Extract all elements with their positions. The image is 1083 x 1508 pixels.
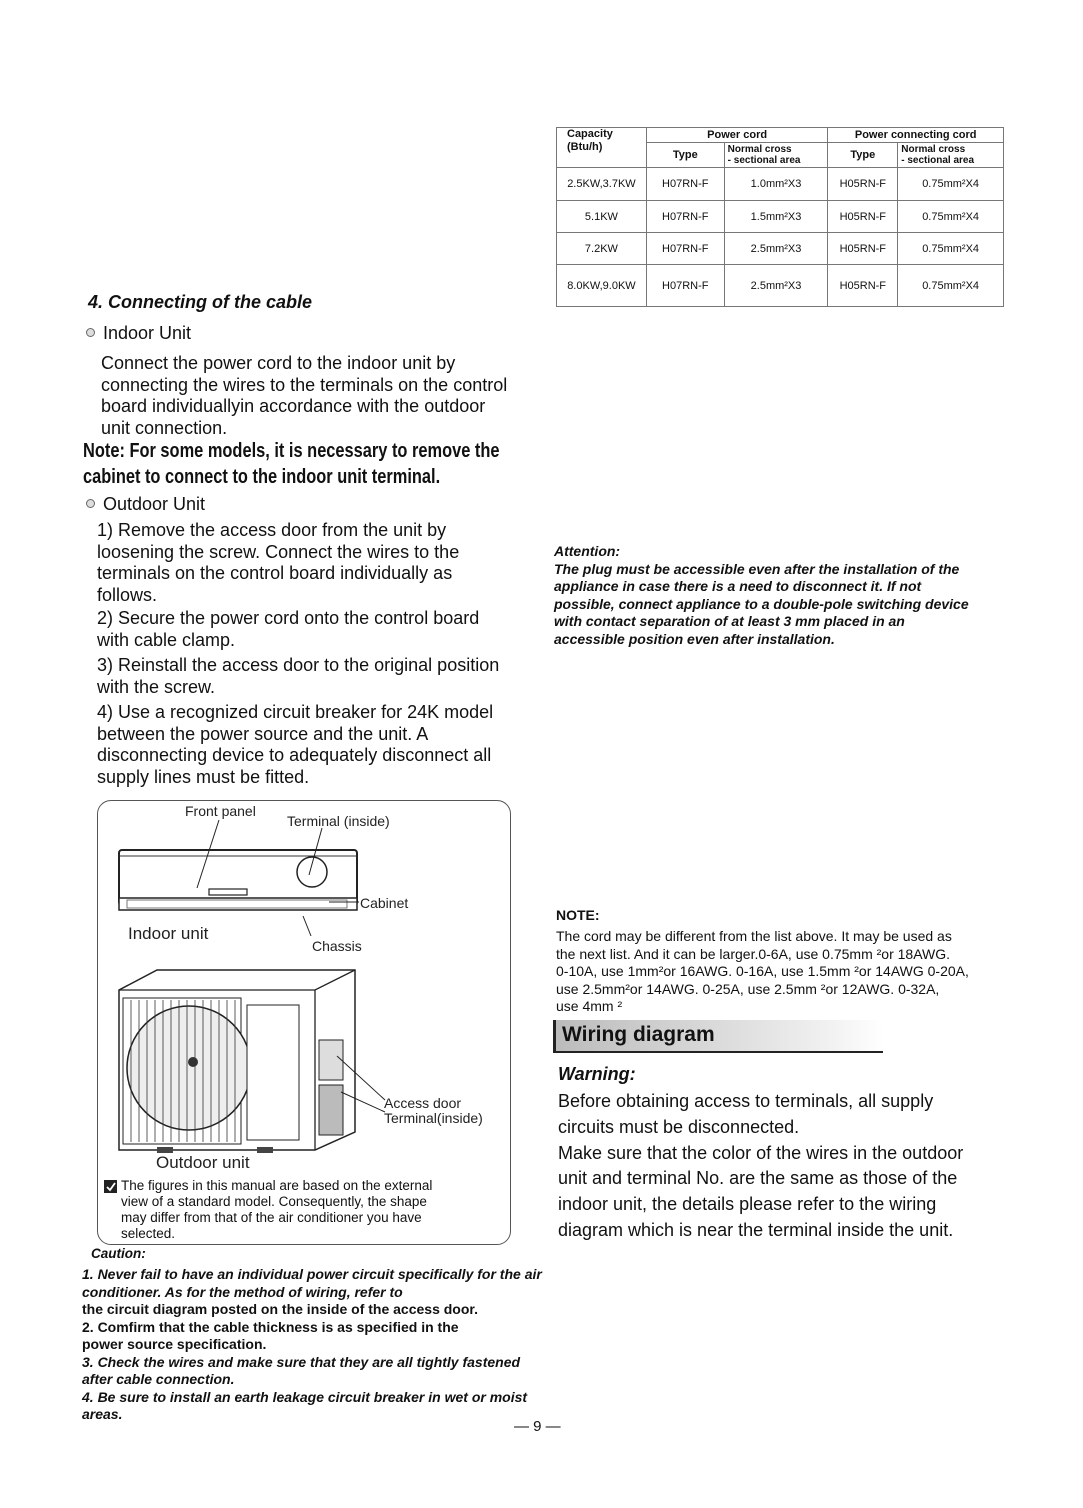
- indoor-note: Note: For some models, it is necessary to remove the cabinet to connect to the indoor unit terminal.: [83, 440, 500, 488]
- outdoor-unit-heading: Outdoor Unit: [86, 494, 205, 515]
- access-door-label: Access door: [384, 1095, 462, 1111]
- step-1: 1) Remove the access door from the unit by loosening the screw. Connect the wires to the terminals on the control board individually as follows.: [97, 520, 460, 605]
- caution-heading: Caution:: [91, 1246, 146, 1261]
- table-row: 5.1KW H07RN-F 1.5mm²X3 H05RN-F 0.75mm²X4: [557, 201, 1004, 233]
- attention-heading: Attention:: [554, 543, 621, 559]
- cable-spec-table: [556, 127, 1004, 307]
- attention-block: Attention: The plug must be accessible even after the installation of the appliance in case there is a need to disconnect it. If not possible, connect appliance to a double-pole switching device with contact separation of at least 3 mm placed in an accessible position even after installation.: [554, 543, 1024, 648]
- banner-underline: [553, 1051, 883, 1053]
- type-header: Type: [646, 143, 724, 168]
- page-number: — 9 —: [514, 1418, 561, 1435]
- table-row: 8.0KW,9.0KW H07RN-F 2.5mm²X3 H05RN-F 0.75mm²X4: [557, 265, 1004, 307]
- table-row: 2.5KW,3.7KW H07RN-F 1.0mm²X3 H05RN-F 0.75mm²X4: [557, 168, 1004, 201]
- step-2: 2) Secure the power cord onto the control board with cable clamp.: [97, 608, 480, 650]
- warning-heading: Warning:: [558, 1064, 636, 1084]
- cabinet-label: Cabinet: [360, 895, 409, 911]
- terminal-inside-label: Terminal (inside): [287, 813, 390, 829]
- outdoor-unit-label: Outdoor unit: [156, 1153, 250, 1172]
- figure-note: The figures in this manual are based on the external view of a standard model. Consequently, the shape may differ from that of the air conditioner you have selected.: [121, 1178, 433, 1241]
- terminal-inside-outdoor-label: Terminal(inside): [384, 1110, 483, 1126]
- power-connecting-cord-header: Power connecting cord: [828, 128, 1004, 143]
- bullet-icon: [86, 499, 95, 508]
- bullet-icon: [86, 328, 95, 337]
- indoor-unit-heading: Indoor Unit: [86, 323, 191, 344]
- note-body: The cord may be different from the list above. It may be used as the next list. And it can be larger.0-6A, use 0.75mm ²or 18AWG. 0-10A, use 1mm²or 16AWG. 0-16A, use 1.5mm ²or 14AWG 0-20A, use 2.5mm²or 14AWG. 0-25A, use 2.5mm ²or 12AWG. 0-32A, use 4mm ²: [556, 928, 969, 1014]
- step-4: 4) Use a recognized circuit breaker for 24K model between the power source and the unit. A disconnecting device to adequately disconnect all supply lines must be fitted.: [97, 702, 494, 787]
- banner-accent-bar: [553, 1020, 556, 1052]
- power-cord-header: Power cord: [646, 128, 828, 143]
- chassis-label: Chassis: [312, 938, 362, 954]
- warning-body: Before obtaining access to terminals, all supply circuits must be disconnected. Make sure that the color of the wires in the outdoor unit and terminal No. are the same as those of the indoor unit, the details please refer to the wiring diagram which is near the terminal inside the unit.: [558, 1091, 964, 1240]
- type-header: Type: [828, 143, 898, 168]
- section-title: 4. Connecting of the cable: [88, 292, 313, 312]
- table-row: 7.2KW H07RN-F 2.5mm²X3 H05RN-F 0.75mm²X4: [557, 233, 1004, 265]
- indoor-unit-drawing: [119, 850, 357, 910]
- step-3: 3) Reinstall the access door to the original position with the screw.: [97, 655, 500, 697]
- indoor-unit-text: Connect the power cord to the indoor unit by connecting the wires to the terminals on the control board individuallyin accordance with the outdoor unit connection.: [101, 353, 508, 438]
- caution-list: 1. Never fail to have an individual power circuit specifically for the air conditioner. As for the method of wiring, refer to the circuit diagram posted on the inside of the access door. 2. Comfirm that the cable thickness is as specified in the power source specification. 3. Check the wires and make sure that they are all tightly fastened after cable connection. 4. Be sure to install an earth leakage circuit breaker in wet or moist areas.: [82, 1266, 542, 1422]
- indoor-unit-label: Indoor unit: [128, 924, 209, 943]
- outdoor-unit-drawing: [119, 970, 355, 1153]
- normal-cross-header: Normal cross - sectional area: [898, 143, 1004, 168]
- wiring-diagram-title: Wiring diagram: [562, 1023, 715, 1046]
- normal-cross-header: Normal cross - sectional area: [724, 143, 828, 168]
- capacity-header: Capacity (Btu/h): [557, 128, 647, 168]
- note-heading: NOTE:: [556, 907, 600, 923]
- front-panel-label: Front panel: [185, 803, 256, 819]
- checkbox-icon: [104, 1180, 117, 1193]
